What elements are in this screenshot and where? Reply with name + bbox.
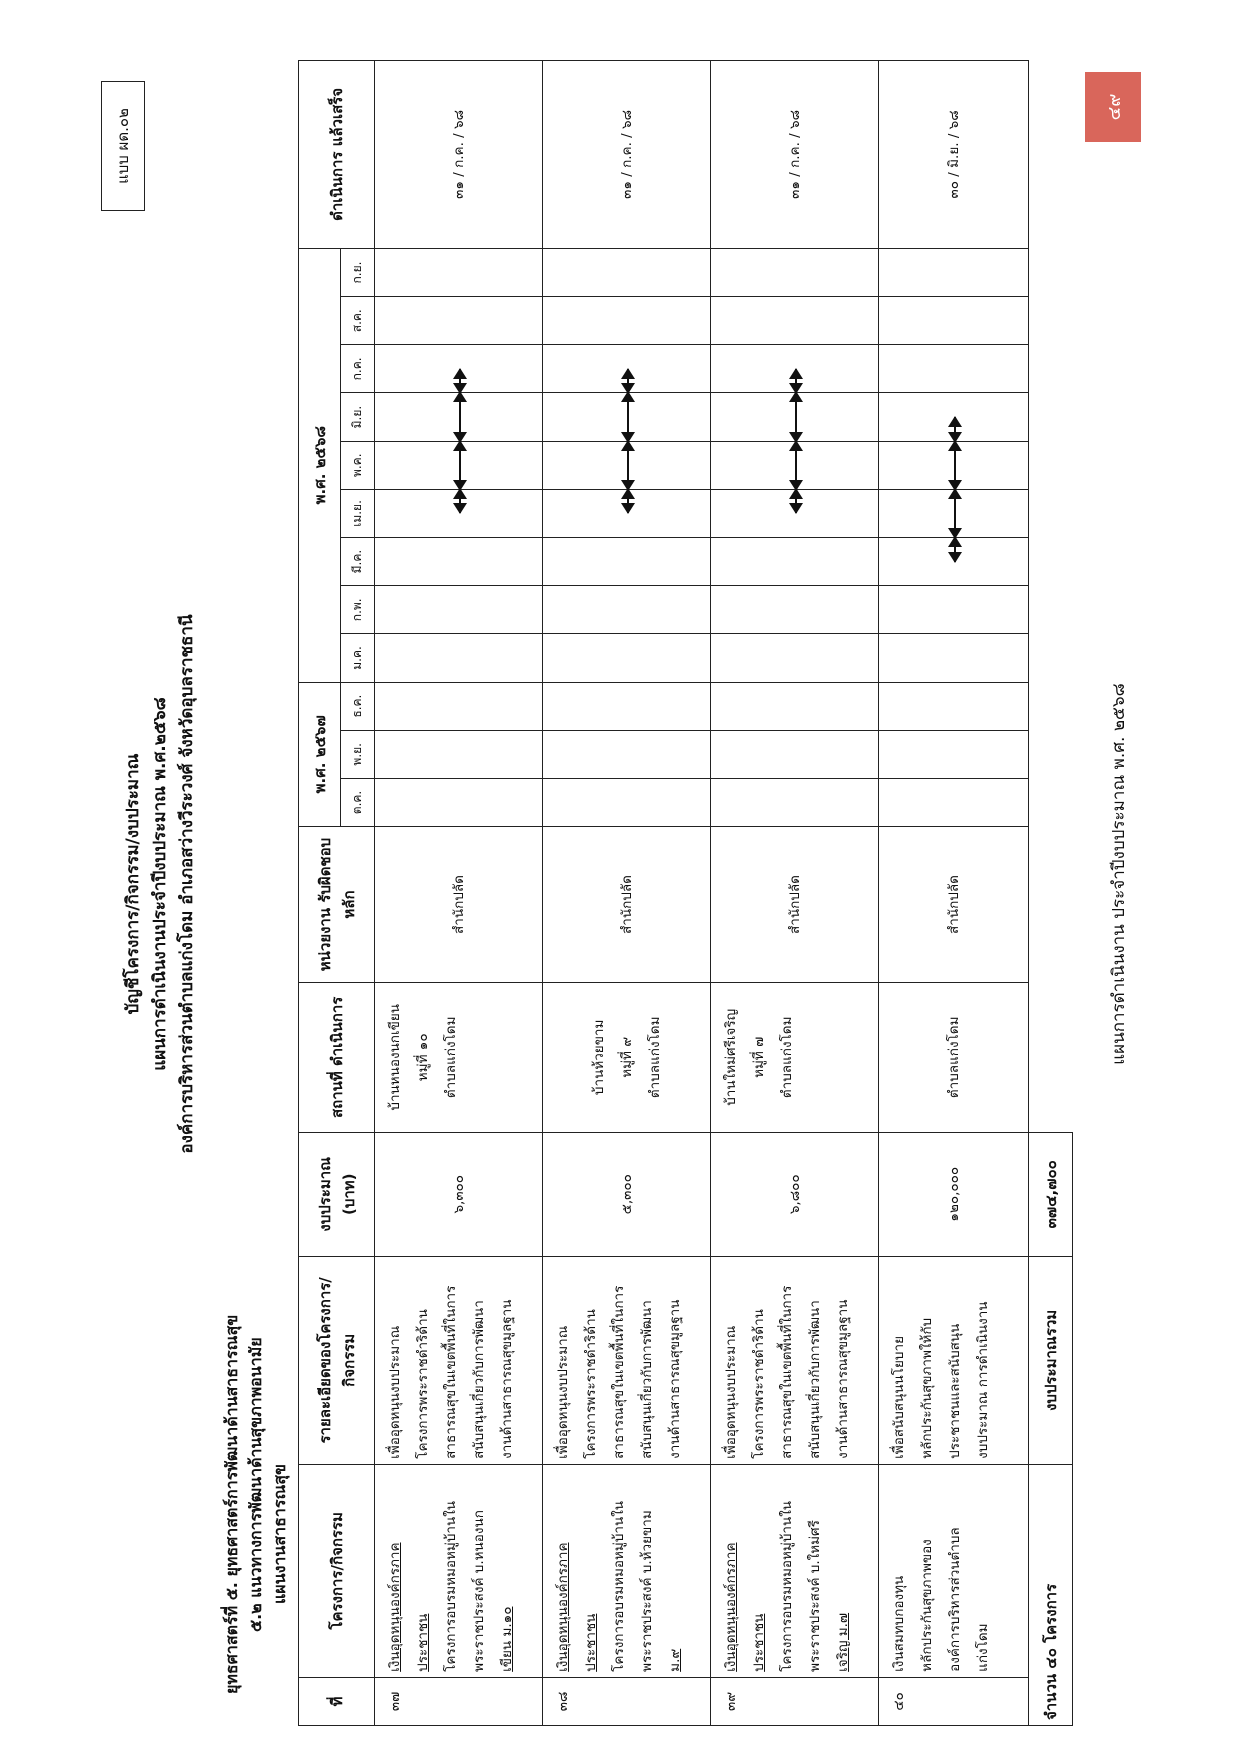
project-line: ประชาชน xyxy=(751,1613,767,1672)
project-count: จำนวน ๔๐ โครงการ xyxy=(1029,1464,1073,1725)
project-line: หลักประกันสุขภาพของ xyxy=(919,1539,935,1672)
header-no: ที่ xyxy=(299,1677,375,1725)
timeline-arrow xyxy=(627,489,629,514)
header-budget: งบประมาณ (บาท) xyxy=(299,1132,375,1256)
detail-line: งานด้านสาธารณสุขมูลฐาน xyxy=(499,1299,515,1459)
timeline-cell xyxy=(711,345,879,393)
timeline-cell xyxy=(375,538,543,586)
place-cell xyxy=(543,983,711,1133)
detail-line: เพื่ออุดหนุนงบประมาณ xyxy=(555,1325,571,1459)
place-line: ตำบลแก่งโดม xyxy=(779,1016,795,1099)
project-detail xyxy=(711,1256,879,1464)
timeline-cell xyxy=(879,393,1029,441)
total-label: งบประมาณรวม xyxy=(1029,1256,1073,1464)
project-detail xyxy=(543,1256,711,1464)
detail-line: โครงการพระราชดำริด้าน xyxy=(415,1309,431,1459)
unit-cell: สำนักปลัด xyxy=(543,827,711,983)
header-project: โครงการ/กิจกรรม xyxy=(299,1464,375,1677)
detail-line: เพื่ออุดหนุนงบประมาณ xyxy=(387,1325,403,1459)
project-line: ประชาชน xyxy=(583,1613,599,1672)
timeline-cell xyxy=(879,634,1029,682)
project-line: โครงการอบรมหมอหมู่บ้านใน xyxy=(443,1500,459,1672)
document-header xyxy=(120,434,201,1334)
project-name xyxy=(375,1464,543,1677)
project-line: พระราชประสงค์ บ.ใหม่ศรี xyxy=(807,1520,823,1672)
timeline-cell xyxy=(543,538,711,586)
timeline-cell xyxy=(879,730,1029,778)
timeline-cell xyxy=(711,489,879,537)
timeline-cell xyxy=(879,248,1029,296)
month-header: ส.ค. xyxy=(341,297,375,345)
row-number: ๓๙ xyxy=(711,1677,879,1725)
detail-line: หลักประกันสุขภาพให้กับ xyxy=(919,1317,935,1459)
project-detail xyxy=(375,1256,543,1464)
timeline-cell xyxy=(375,441,543,489)
detail-line: สาธารณสุขในเขตพื้นที่ในการ xyxy=(779,1285,795,1459)
timeline-cell xyxy=(543,248,711,296)
timeline-cell xyxy=(375,297,543,345)
timeline-line xyxy=(954,441,956,490)
timeline-cell xyxy=(543,586,711,634)
place-line: ตำบลแก่งโดม xyxy=(443,1016,459,1099)
month-header: ก.ย. xyxy=(341,248,375,296)
header-subtitle: แผนการดำเนินงานประจำปีงบประมาณ พ.ศ.๒๕๖๘ xyxy=(150,697,170,1071)
unit-cell: สำนักปลัด xyxy=(879,827,1029,983)
done-date: ๓๑ / ก.ค. / ๖๘ xyxy=(375,61,543,249)
project-line: พระราชประสงค์ บ.หนองนก xyxy=(471,1510,487,1672)
timeline-cell xyxy=(879,538,1029,586)
header-year-2568: พ.ศ. ๒๕๖๘ xyxy=(299,248,341,682)
timeline-cell xyxy=(543,778,711,826)
timeline-cell xyxy=(543,297,711,345)
detail-line: งบประมาณ การดำเนินงาน xyxy=(975,1301,991,1459)
timeline-cell xyxy=(375,730,543,778)
place-line: หมู่ที่ ๙ xyxy=(618,1036,635,1078)
project-line: แก่งโดม xyxy=(975,1623,991,1672)
timeline-cell xyxy=(543,393,711,441)
timeline-cell xyxy=(711,538,879,586)
timeline-cell xyxy=(879,441,1029,489)
month-header: เม.ย. xyxy=(341,489,375,537)
project-line: พระราชประสงค์ บ.ห้วยขาม xyxy=(639,1510,655,1672)
project-line: โครงการอบรมหมอหมู่บ้านใน xyxy=(779,1500,795,1672)
timeline-line xyxy=(795,441,797,490)
timeline-cell xyxy=(375,778,543,826)
project-line: เงินสมทบกองทุน xyxy=(891,1575,907,1672)
timeline-arrow xyxy=(459,369,461,394)
timeline-arrow xyxy=(459,489,461,514)
timeline-cell xyxy=(543,634,711,682)
timeline-cell xyxy=(711,441,879,489)
detail-line: งานด้านสาธารณสุขมูลฐาน xyxy=(835,1299,851,1459)
budget-cell: ๑๒๐,๐๐๐ xyxy=(879,1132,1029,1256)
timeline-arrow xyxy=(795,369,797,394)
timeline-cell xyxy=(375,489,543,537)
timeline-cell xyxy=(375,393,543,441)
timeline-cell xyxy=(543,441,711,489)
unit-cell: สำนักปลัด xyxy=(375,827,543,983)
timeline-cell xyxy=(879,586,1029,634)
detail-line: สนับสนุนเกี่ยวกับการพัฒนา xyxy=(471,1300,487,1459)
timeline-line xyxy=(795,393,797,442)
timeline-line xyxy=(459,441,461,490)
detail-line: สนับสนุนเกี่ยวกับการพัฒนา xyxy=(639,1300,655,1459)
timeline-cell xyxy=(375,248,543,296)
detail-line: เพื่อสนับสนุนนโยบาย xyxy=(891,1336,907,1459)
timeline-line xyxy=(459,393,461,442)
budget-cell: ๕,๓๐๐ xyxy=(543,1132,711,1256)
row-number: ๓๘ xyxy=(543,1677,711,1725)
table-row xyxy=(711,61,879,1726)
month-header: พ.ย. xyxy=(341,730,375,778)
project-name xyxy=(879,1464,1029,1677)
month-header: ธ.ค. xyxy=(341,682,375,730)
timeline-cell xyxy=(711,778,879,826)
timeline-cell xyxy=(375,345,543,393)
place-line: หมู่ที่ ๑๐ xyxy=(415,1033,431,1082)
done-date: ๓๑ / ก.ค. / ๖๘ xyxy=(543,61,711,249)
project-line: เงินอุดหนุนองค์กรภาค xyxy=(387,1542,403,1672)
strategy-plan: แผนงานสาธารณสุข xyxy=(270,1464,289,1604)
place-cell xyxy=(711,983,879,1133)
header-done: ดำเนินการ แล้วเสร็จ xyxy=(299,61,375,249)
timeline-cell xyxy=(711,297,879,345)
table-row xyxy=(879,61,1029,1726)
detail-line: ประชาชนและสนับสนุน xyxy=(947,1323,963,1459)
project-line: องค์การบริหารส่วนตำบล xyxy=(947,1527,963,1672)
project-name xyxy=(543,1464,711,1677)
timeline-cell xyxy=(711,248,879,296)
timeline-cell xyxy=(375,682,543,730)
header-title: บัญชีโครงการ/กิจกรรม/งบประมาณ xyxy=(123,753,143,1015)
done-date: ๓๐ / มิ.ย. / ๖๘ xyxy=(879,61,1029,249)
timeline-cell xyxy=(375,634,543,682)
detail-line: สาธารณสุขในเขตพื้นที่ในการ xyxy=(443,1285,459,1459)
timeline-cell xyxy=(711,682,879,730)
unit-cell: สำนักปลัด xyxy=(711,827,879,983)
project-line: โครงการอบรมหมอหมู่บ้านใน xyxy=(611,1500,627,1672)
project-line: ม.๙ xyxy=(667,1648,683,1672)
header-unit: หน่วยงาน รับผิดชอบหลัก xyxy=(299,827,375,983)
place-line: บ้านห้วยขาม xyxy=(590,1019,607,1096)
detail-line: โครงการพระราชดำริด้าน xyxy=(583,1309,599,1459)
timeline-cell xyxy=(375,586,543,634)
table-footer-row xyxy=(1029,61,1073,1726)
timeline-cell xyxy=(543,730,711,778)
month-header: พ.ค. xyxy=(341,441,375,489)
timeline-cell xyxy=(543,489,711,537)
timeline-cell xyxy=(879,778,1029,826)
budget-cell: ๖,๘๐๐ xyxy=(711,1132,879,1256)
strategy-guideline: ๕.๒ แนวทางการพัฒนาด้านสุขภาพอนามัย xyxy=(246,1337,265,1632)
place-line: บ้านใหม่ศรีเจริญ xyxy=(723,1008,739,1106)
timeline-arrow xyxy=(954,417,956,442)
page-footer-text: แผนการดำเนินงาน ประจำปีงบประมาณ พ.ศ. ๒๕๖๘ xyxy=(1109,683,1129,1065)
place-line: บ้านหนองนกเขียน xyxy=(387,1004,403,1111)
month-header: ต.ค. xyxy=(341,778,375,826)
place-line: หมู่ที่ ๗ xyxy=(751,1036,767,1078)
budget-cell: ๖,๓๐๐ xyxy=(375,1132,543,1256)
month-header: ม.ค. xyxy=(341,634,375,682)
form-code: แบบ ผด.๐๒ xyxy=(101,81,145,211)
timeline-cell xyxy=(879,297,1029,345)
done-date: ๓๑ / ก.ค. / ๖๘ xyxy=(711,61,879,249)
month-header: ก.ค. xyxy=(341,345,375,393)
timeline-cell xyxy=(543,345,711,393)
month-header: มี.ค. xyxy=(341,538,375,586)
project-name xyxy=(711,1464,879,1677)
table-row xyxy=(375,61,543,1726)
timeline-cell xyxy=(711,634,879,682)
timeline-arrow xyxy=(795,489,797,514)
project-table xyxy=(298,60,1073,1726)
row-number: ๔๐ xyxy=(879,1677,1029,1725)
project-line: เจริญ ม.๗ xyxy=(835,1612,851,1672)
header-year-2567: พ.ศ. ๒๕๖๗ xyxy=(299,682,341,827)
detail-line: เพื่ออุดหนุนงบประมาณ xyxy=(723,1325,739,1459)
project-line: เงินอุดหนุนองค์กรภาค xyxy=(723,1542,739,1672)
timeline-line xyxy=(954,489,956,538)
page-number-badge: ๔๙ xyxy=(1085,72,1141,142)
place-line: ตำบลแก่งโดม xyxy=(646,1016,663,1099)
header-detail: รายละเอียดของโครงการ/ กิจกรรม xyxy=(299,1256,375,1464)
timeline-line xyxy=(627,441,629,490)
month-header: ก.พ. xyxy=(341,586,375,634)
place-cell xyxy=(879,983,1029,1133)
timeline-cell xyxy=(879,682,1029,730)
table-row xyxy=(543,61,711,1726)
month-header: มิ.ย. xyxy=(341,393,375,441)
timeline-cell xyxy=(879,345,1029,393)
place-cell xyxy=(375,983,543,1133)
detail-line: สนับสนุนเกี่ยวกับการพัฒนา xyxy=(807,1300,823,1459)
place-line: ตำบลแก่งโดม xyxy=(945,1016,962,1099)
timeline-cell xyxy=(879,489,1029,537)
strategy-title: ยุทธศาสตร์ที่ ๕. ยุทธศาสตร์การพัฒนาด้านสาธารณสุข xyxy=(222,1314,241,1694)
project-line: เงินอุดหนุนองค์กรภาค xyxy=(555,1542,571,1672)
project-line: ประชาชน xyxy=(415,1613,431,1672)
project-line: เขียน ม.๑๐ xyxy=(499,1606,515,1672)
timeline-cell xyxy=(711,586,879,634)
footer-empty xyxy=(1029,61,1073,1133)
detail-line: สาธารณสุขในเขตพื้นที่ในการ xyxy=(611,1285,627,1459)
header-organization: องค์การบริหารส่วนตำบลแก่งโดม อำเภอสว่างวีระวงศ์ จังหวัดอุบลราชธานี xyxy=(177,614,197,1154)
detail-line: งานด้านสาธารณสุขมูลฐาน xyxy=(667,1299,683,1459)
project-detail xyxy=(879,1256,1029,1464)
row-number: ๓๗ xyxy=(375,1677,543,1725)
timeline-arrow xyxy=(627,369,629,394)
timeline-cell xyxy=(711,393,879,441)
detail-line: โครงการพระราชดำริด้าน xyxy=(751,1309,767,1459)
header-place: สถานที่ ดำเนินการ xyxy=(299,983,375,1133)
timeline-cell xyxy=(543,682,711,730)
strategy-block xyxy=(220,1315,292,1694)
timeline-arrow xyxy=(954,537,956,562)
timeline-cell xyxy=(711,730,879,778)
total-budget: ๓๗๔,๗๐๐ xyxy=(1029,1132,1073,1256)
timeline-line xyxy=(627,393,629,442)
